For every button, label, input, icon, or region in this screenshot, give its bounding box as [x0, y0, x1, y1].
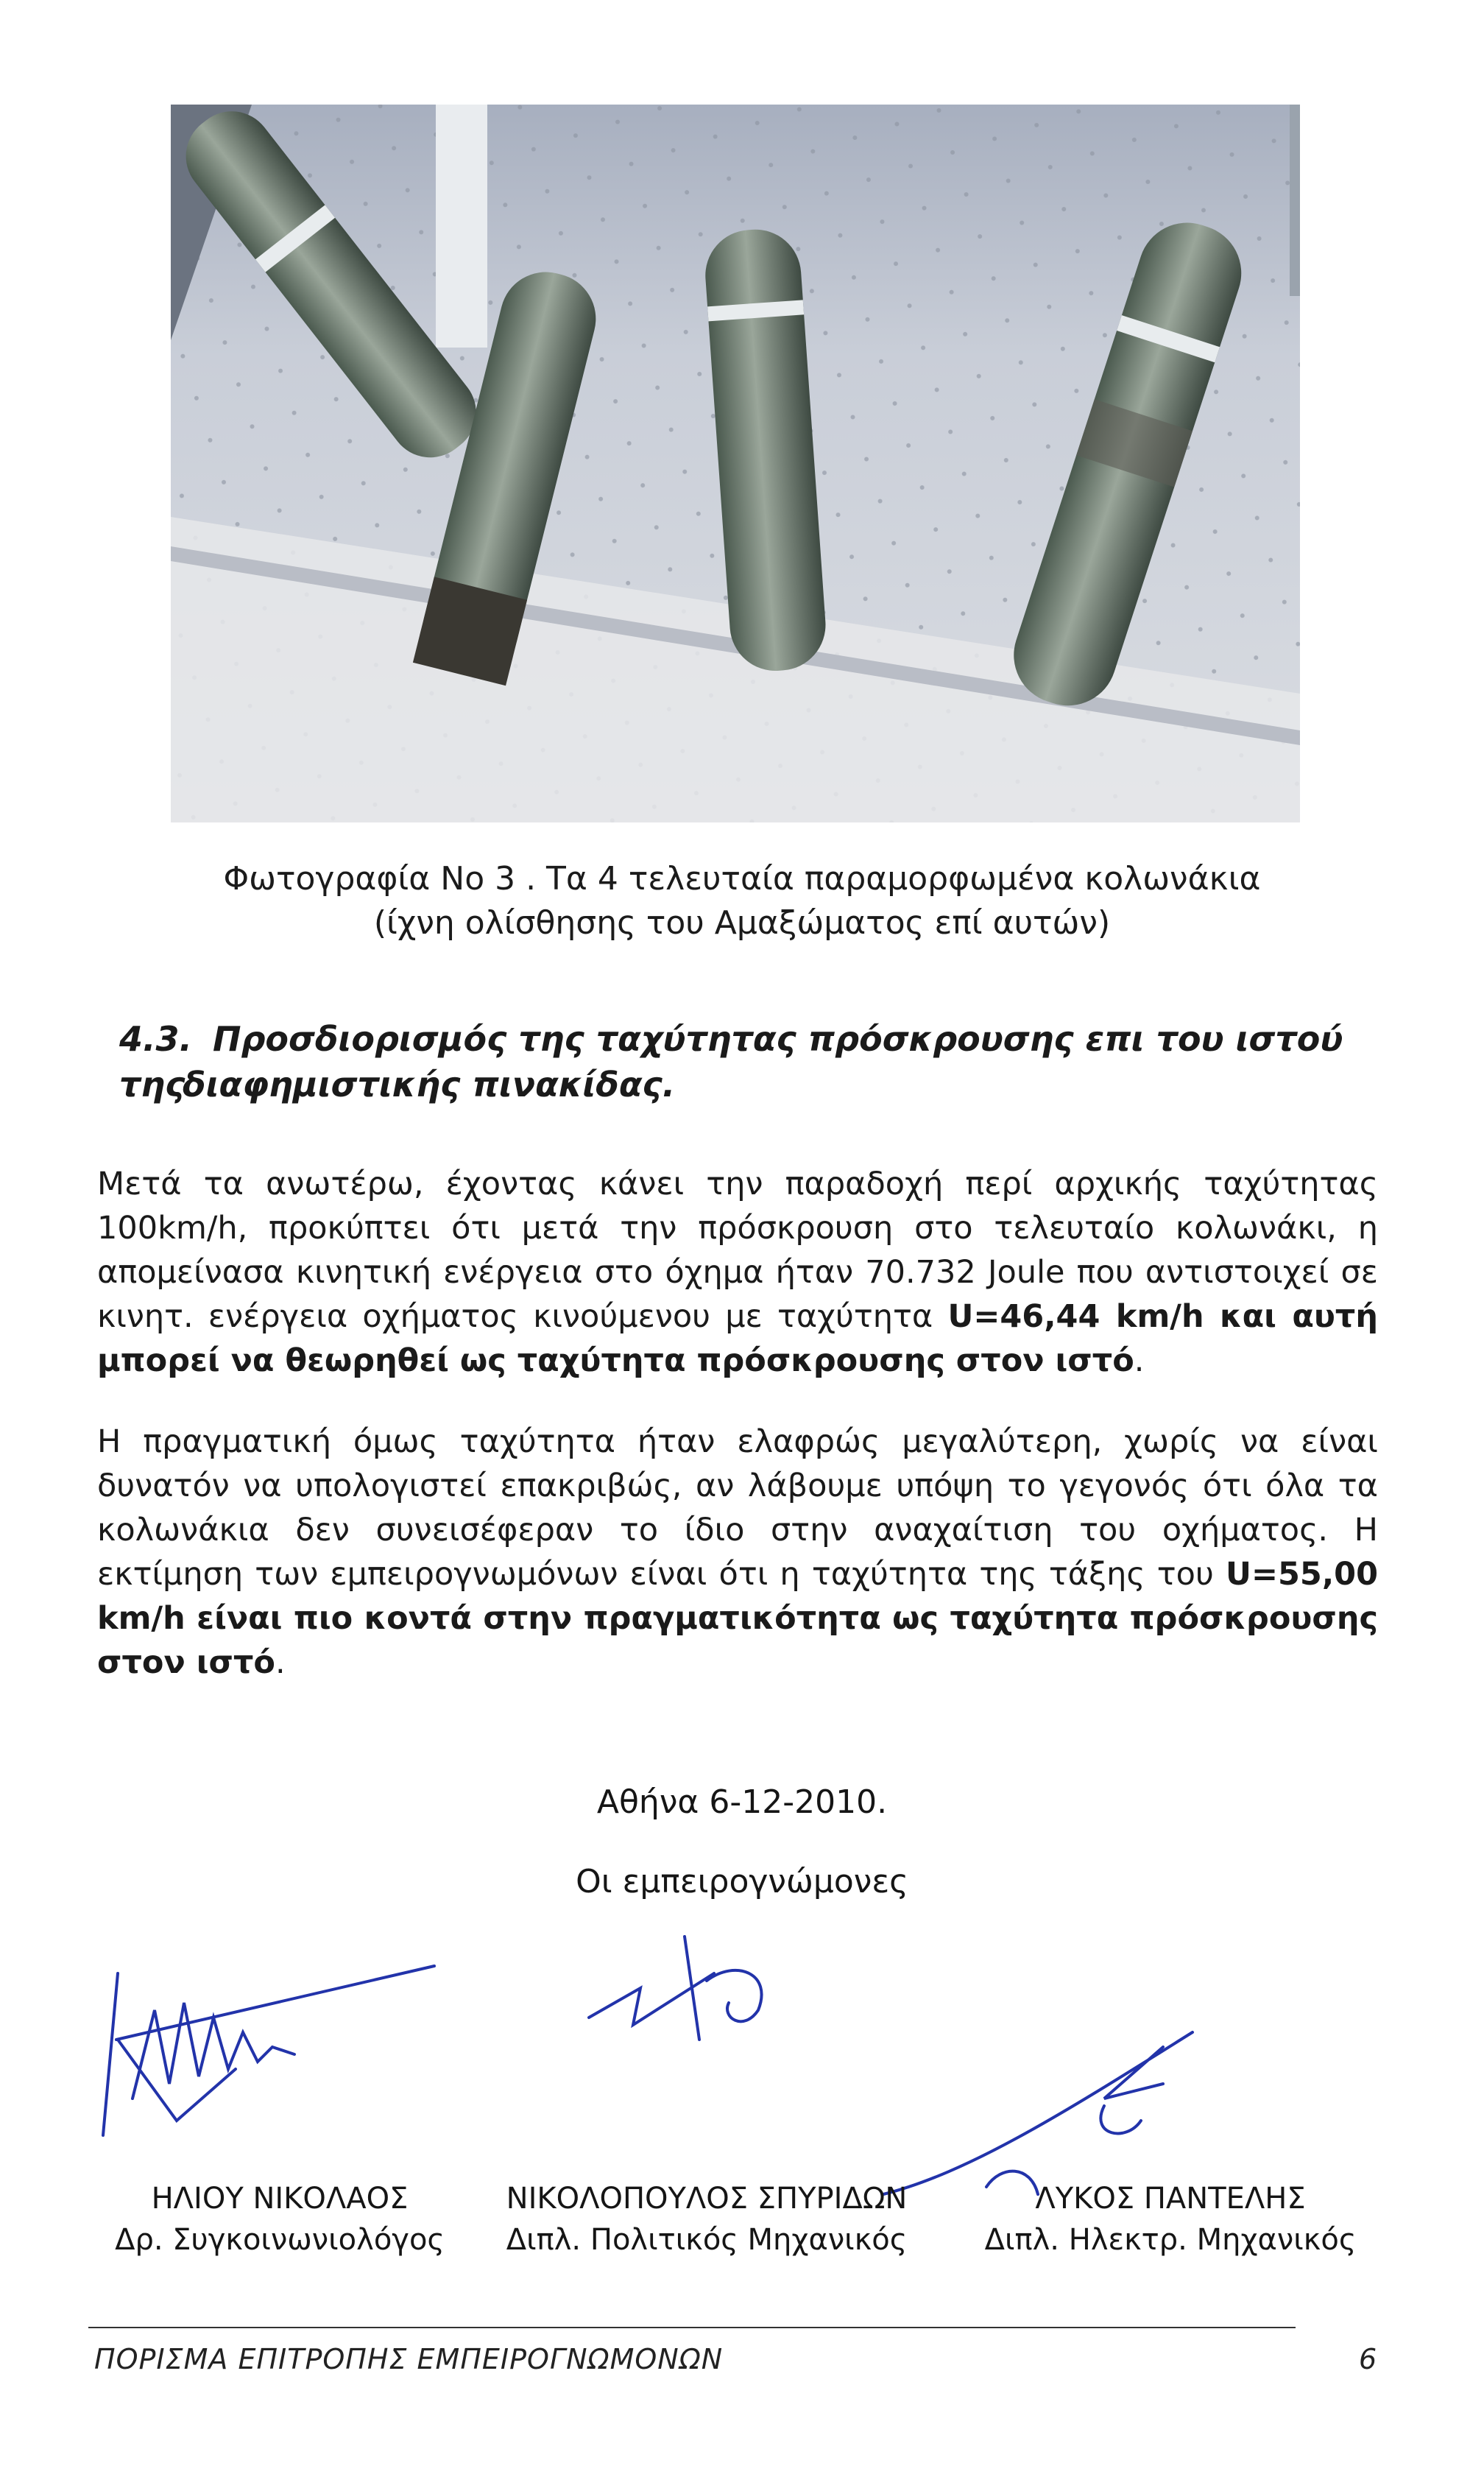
footer-divider: [88, 2327, 1296, 2328]
section-title-line2: διαφημιστικής πινακίδας.: [183, 1065, 676, 1104]
paragraph1-end: .: [1134, 1342, 1145, 1379]
section-number: 4.3.: [119, 1019, 192, 1059]
signatory-2: [486, 2178, 928, 2261]
signatory-2-name: ΝΙΚΟΛΟΠΟΥΛΟΣ ΣΠΥΡΙΔΩΝ: [506, 2182, 908, 2216]
page-number: 6: [1359, 2343, 1377, 2375]
signatory-1-name: ΗΛΙΟΥ ΝΙΚΟΛΑΟΣ: [151, 2182, 409, 2216]
paragraph2-bold: U=55,00 km/h είναι πιο κοντά στην πραγματικότητα ως ταχύτητα πρόσκρουσης στον ιστό: [97, 1556, 1378, 1681]
signature-2-image: [582, 1929, 824, 2047]
photo-bollards-image: [171, 105, 1300, 822]
experts-label: Οι εμπειρογνώμονες: [576, 1863, 908, 1900]
signatory-1-title: Δρ. Συγκοινωνιολόγος: [115, 2223, 445, 2257]
footer-title: ΠΟΡΙΣΜΑ ΕΠΙΤΡΟΠΗΣ ΕΜΠΕΙΡΟΓΝΩΜΟΝΩΝ: [94, 2343, 724, 2375]
paragraph2-text: Η πραγματική όμως ταχύτητα ήταν ελαφρώς μεγαλύτερη, χωρίς να είναι δυνατόν να υπολογιστεί επακριβώς, αν λάβουμε υπόψη το γεγονός ότι όλα τα κολωνάκια δεν συνεισέφεραν το ίδιο στην αναχαίτιση του οχήματος. Η εκτίμηση των εμπειρογνωμόνων είναι ότι η ταχύτητα της τάξης του: [97, 1423, 1378, 1593]
paragraph-estimated-speed: [97, 1420, 1378, 1685]
section-title-line1: Προσδιορισμός της ταχύτητας πρόσκρουσης επι του ιστού της: [119, 1019, 1343, 1104]
photo-bollards: [171, 105, 1300, 822]
signatory-1: [88, 2178, 471, 2261]
paragraph1-text: Μετά τα ανωτέρω, έχοντας κάνει την παραδοχή περί αρχικής ταχύτητας 100km/h, προκύπτει ότι μετά την πρόσκρουση στο τελευταίο κολωνάκι, η απομείνασα κινητική ενέργεια στο όχημα ήταν 70.732 Joule που αντιστοιχεί σε κινητ. ενέργεια οχήματος κινούμενου με ταχύτητα: [97, 1166, 1378, 1335]
signatory-3-title: Διπλ. Ηλεκτρ. Μηχανικός: [984, 2223, 1357, 2257]
signatory-3: [957, 2178, 1384, 2261]
paragraph2-end: .: [275, 1644, 286, 1681]
paragraph-initial-speed: [97, 1162, 1378, 1383]
place-date: Αθήνα 6-12-2010.: [596, 1783, 888, 1821]
signature-1-image: [88, 1951, 442, 2143]
photo-caption-line2: (ίχνη ολίσθησης του Αμαξώματος επί αυτών): [373, 904, 1111, 942]
signatory-3-name: ΛΥΚΟΣ ΠΑΝΤΕΛΗΣ: [1035, 2182, 1306, 2216]
photo-caption-line1: Φωτογραφία Νο 3 . Τα 4 τελευταία παραμορφωμένα κολωνάκια: [223, 860, 1261, 898]
paragraph1-bold: U=46,44 km/h και αυτή μπορεί να θεωρηθεί ως ταχύτητα πρόσκρουσης στον ιστό: [97, 1298, 1378, 1379]
signatory-2-title: Διπλ. Πολιτικός Μηχανικός: [506, 2223, 908, 2257]
